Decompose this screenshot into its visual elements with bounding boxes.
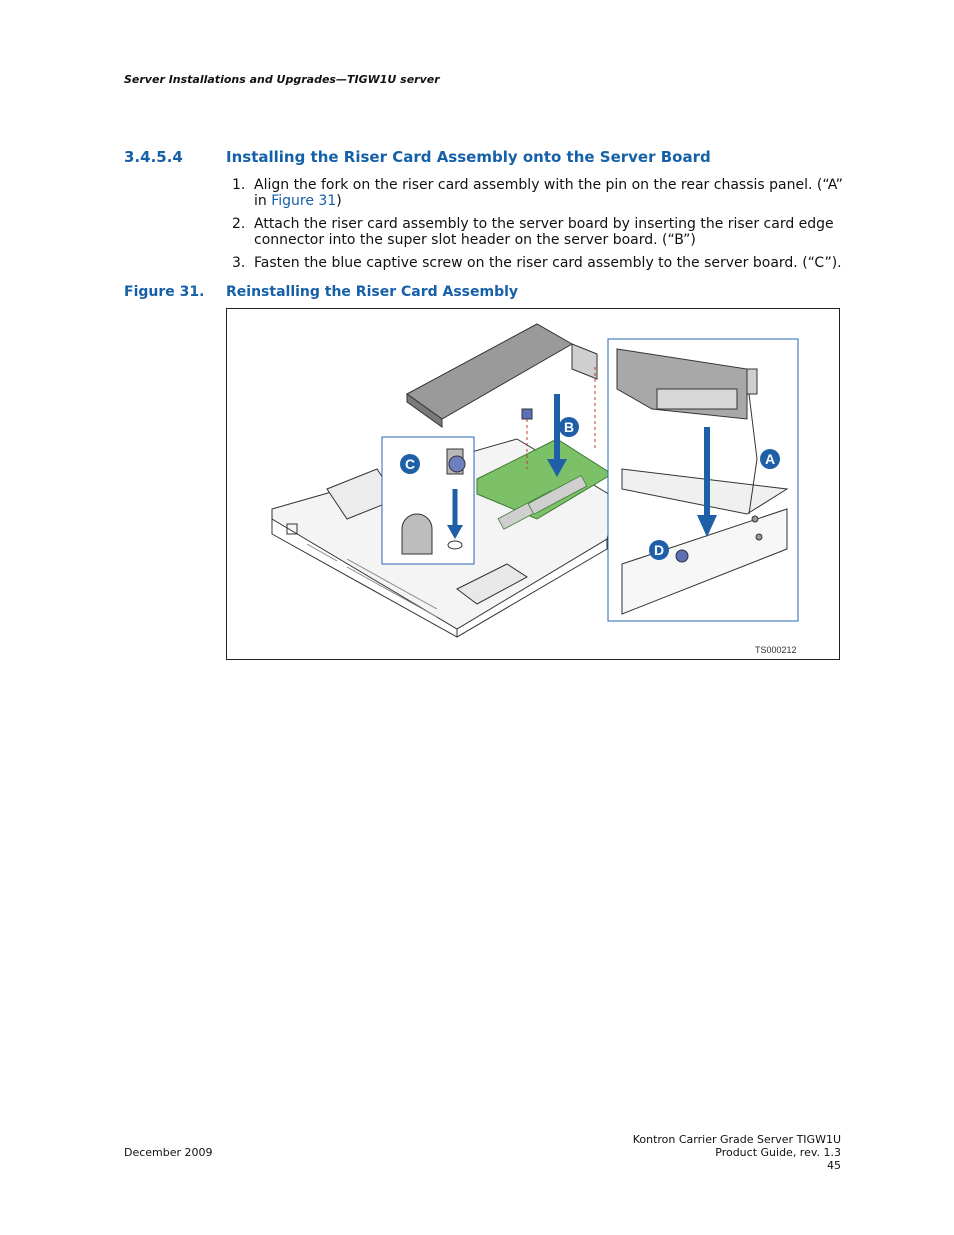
running-header: Server Installations and Upgrades—TIGW1U server [124,73,440,86]
step-text: Attach the riser card assembly to the server board by inserting the riser card edge connector into the super slot header on the server board. (“B”) [254,216,834,248]
step-text: Fasten the blue captive screw on the riser card assembly to the server board. (“C”). [254,255,842,271]
figure-link[interactable]: Figure 31 [271,193,337,209]
section-title: Installing the Riser Card Assembly onto the Server Board [226,148,711,166]
footer-info [633,1133,841,1172]
footer-product: Kontron Carrier Grade Server TIGW1U [632,1133,841,1146]
footer-date: December 2009 [124,1146,213,1159]
step-item [232,255,852,271]
section-number: 3.4.5.4 [124,148,183,166]
step-number: 2. [232,216,246,232]
callout-d-label: D [653,542,665,558]
step-number: 1. [232,177,246,193]
step-list [232,177,852,278]
step-text-end: ) [336,193,342,209]
figure-frame [226,308,840,660]
callout-a-label: A [764,451,776,467]
figure-code: TS000212 [755,645,797,655]
figure-number: Figure 31. [124,284,205,300]
step-item [232,216,852,248]
callout-d [649,540,669,560]
callout-c-label: C [404,456,416,472]
section-heading [124,148,711,166]
callout-b [559,417,579,437]
step-item [232,177,852,209]
riser-card [407,324,597,427]
riser-card-illustration [227,309,841,661]
callout-c [400,454,420,474]
footer-guide: Product Guide, rev. 1.3 [715,1146,841,1159]
figure-title: Reinstalling the Riser Card Assembly [226,284,519,300]
page-number: 45 [827,1159,841,1172]
step-text: Align the fork on the riser card assembly with the pin on the rear chassis panel. (“A” in [254,177,843,209]
figure-caption [124,284,518,300]
callout-a [760,449,780,469]
callout-b-label: B [563,419,575,435]
step-number: 3. [232,255,246,271]
